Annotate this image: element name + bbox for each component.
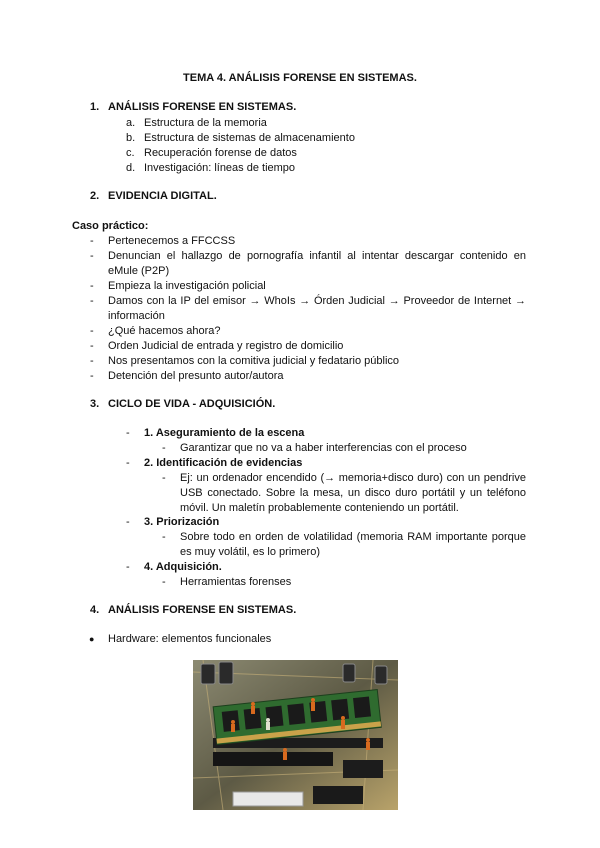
caso-item: Orden Judicial de entrada y registro de domicilio — [108, 340, 344, 352]
section1-item-marker: d. — [126, 162, 136, 174]
ram-motherboard-photo — [193, 660, 398, 810]
caso-item: Empieza la investigación policial — [108, 280, 266, 292]
section3-number: 3. — [90, 398, 100, 410]
caso-item: Denuncian el hallazgo de pornografía infantil al intentar descargar contenido en eMule (P2P) — [108, 250, 526, 277]
step-bullet: - — [126, 427, 130, 439]
section2-number: 2. — [90, 190, 100, 202]
step-detail-bullet: - — [162, 442, 166, 454]
caso-item: ¿Qué hacemos ahora? — [108, 325, 221, 337]
section1-heading: ANÁLISIS FORENSE EN SISTEMAS. — [108, 101, 297, 113]
caso-item: Damos con la IP del emisor → WhoIs → Órden Judicial → Proveedor de Internet → información — [108, 295, 526, 322]
section4-bullet-text: Hardware: elementos funcionales — [108, 633, 272, 645]
step-detail: Garantizar que no va a haber interferencias con el proceso — [180, 442, 467, 454]
step-title: 2. Identificación de evidencias — [144, 457, 303, 469]
step-title: 4. Adquisición. — [144, 561, 222, 573]
caso-bullet: - — [90, 370, 94, 382]
caso-item: Nos presentamos con la comitiva judicial y fedatario público — [108, 355, 400, 367]
step-detail: Herramientas forenses — [180, 576, 292, 588]
section1-item: Recuperación forense de datos — [144, 147, 297, 159]
ram-motherboard-illustration — [193, 660, 398, 810]
caso-bullet: - — [90, 235, 94, 247]
section4-number: 4. — [90, 604, 100, 616]
caso-bullet: - — [90, 295, 94, 307]
step-bullet: - — [126, 561, 130, 573]
caso-bullet: - — [90, 280, 94, 292]
step-detail-bullet: - — [162, 531, 166, 543]
section1-item-marker: c. — [126, 147, 135, 159]
step-title: 1. Aseguramiento de la escena — [144, 427, 305, 439]
step-bullet: - — [126, 457, 130, 469]
page-title: TEMA 4. ANÁLISIS FORENSE EN SISTEMAS. — [183, 72, 417, 84]
section4-heading: ANÁLISIS FORENSE EN SISTEMAS. — [108, 604, 297, 616]
section1-item-marker: a. — [126, 117, 136, 129]
step-detail-bullet: - — [162, 576, 166, 588]
step-detail: Ej: un ordenador encendido (→ memoria+disco duro) con un pendrive USB conectado. Sobre la mesa, un disco duro portátil y un teléfono móvil. Un maletín probablemente conteniendo un portátil. — [180, 472, 526, 514]
step-detail: Sobre todo en orden de volatilidad (memoria RAM importante porque es muy volátil, es lo primero) — [180, 531, 526, 558]
caso-bullet: - — [90, 250, 94, 262]
step-bullet: - — [126, 516, 130, 528]
caso-heading: Caso práctico: — [72, 220, 149, 232]
section3-heading: CICLO DE VIDA - ADQUISICIÓN. — [108, 398, 276, 410]
caso-bullet: - — [90, 325, 94, 337]
section1-item-marker: b. — [126, 132, 136, 144]
caso-bullet: - — [90, 355, 94, 367]
step-title: 3. Priorización — [144, 516, 220, 528]
section1-item: Investigación: líneas de tiempo — [144, 162, 296, 174]
section4-bullet-icon: ● — [89, 634, 95, 644]
caso-item: Detención del presunto autor/autora — [108, 370, 284, 382]
section1-item: Estructura de la memoria — [144, 117, 267, 129]
caso-item: Pertenecemos a FFCCSS — [108, 235, 236, 247]
step-detail-bullet: - — [162, 472, 166, 484]
section2-heading: EVIDENCIA DIGITAL. — [108, 190, 217, 202]
section1-number: 1. — [90, 101, 100, 113]
caso-bullet: - — [90, 340, 94, 352]
section1-item: Estructura de sistemas de almacenamiento — [144, 132, 355, 144]
